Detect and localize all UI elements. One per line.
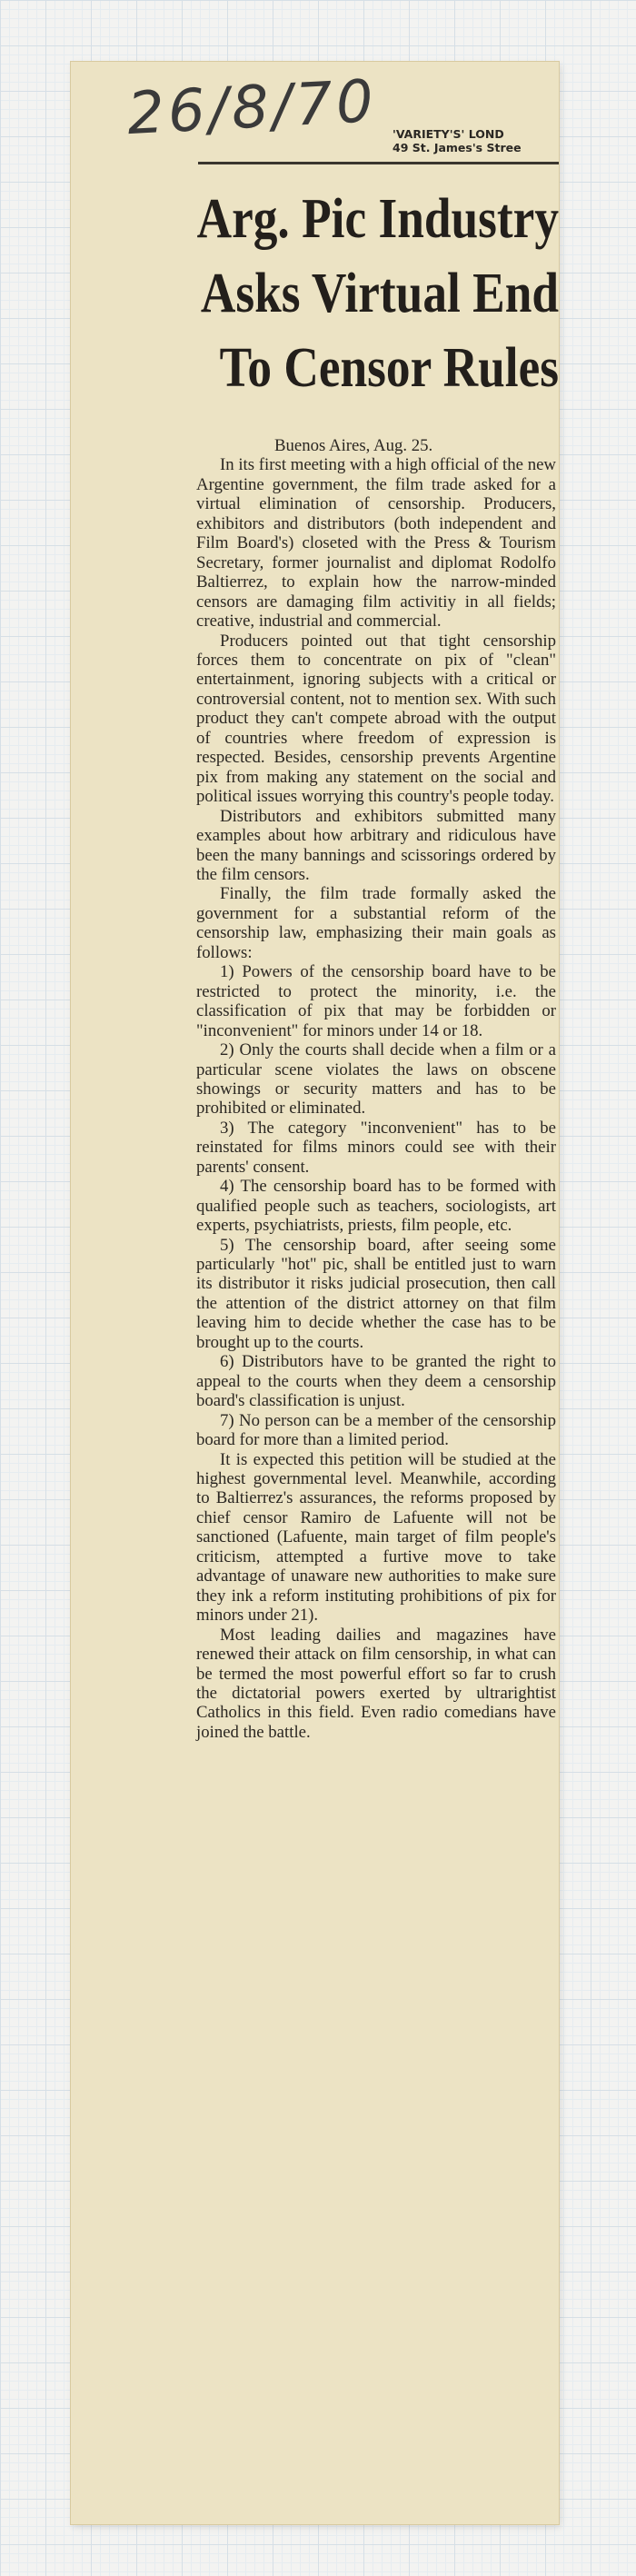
headline (109, 182, 559, 405)
demand-item-3: 3) The category "inconvenient" has to be reinstated for films minors could see with their parents' consent. (196, 1118, 556, 1177)
demand-item-6: 6) Distributors have to be granted the right to appeal to the courts when they deem a censorship board's classification is unjust. (196, 1352, 556, 1411)
article-body (196, 436, 556, 1742)
source-stamp (393, 127, 558, 154)
source-line-publication: 'VARIETY'S' LOND (393, 127, 504, 141)
article-paragraph: Finally, the film trade formally asked the government for a substantial reform of the censorship law, emphasizing their main goals as follows: (196, 884, 556, 962)
article-paragraph: It is expected this petition will be studied at the highest governmental level. Meanwhile, according to Baltierrez's assurances, the reforms proposed by chief censor Ramiro de Lafuente will not be sanctioned (Lafuente, main target of film people's criticism, attempted a furtive move to take advantage of unaware new authorities to make sure they ink a reform instituting prohibitions of pix for minors under 21). (196, 1449, 556, 1626)
article-paragraph: Most leading dailies and magazines have renewed their attack on film censorship, in what can be termed the most powerful effort so far to crush the dictatorial powers exerted by ultrarightist Catholics in this field. Even radio comedians have joined the battle. (196, 1625, 556, 1742)
demand-item-1: 1) Powers of the censorship board have to be restricted to protect the minority, i.e. the classification of pix that may be forbidden or "inconvenient" for minors under 14 or 18. (196, 962, 556, 1040)
header-rule (198, 162, 559, 164)
demand-item-2: 2) Only the courts shall decide when a film or a particular scene violates the laws on obscene showings or security matters and has to be prohibited or eliminated. (196, 1040, 556, 1119)
demand-item-5: 5) The censorship board, after seeing some particularly "hot" pic, shall be entitled just to warn its distributor it risks judicial prosecution, then call the attention of the district attorney on that film leaving him to decide whether the case has to be brought up to the courts. (196, 1235, 556, 1352)
handwritten-date: 26/8/70 (125, 67, 379, 149)
demand-item-4: 4) The censorship board has to be formed with qualified people such as teachers, sociologists, art experts, psychiatrists, priests, film people, etc. (196, 1177, 556, 1236)
article-paragraph: Distributors and exhibitors submitted many examples about how arbitrary and ridiculous have been the many bannings and scissorings ordered by the film censors. (196, 806, 556, 884)
article-paragraph: Producers pointed out that tight censorship forces them to concentrate on pix of "clean" entertainment, ignoring subjects with a critical or controversial content, not to mention sex. With such product they can't compete abroad with the output of countries where freedom of expression is respected. Besides, censorship prevents Argentine pix from making any statement on the social and political issues worrying this country's people today. (196, 631, 556, 807)
dateline: Buenos Aires, Aug. 25. (274, 436, 433, 455)
source-line-address: 49 St. James's Stree (393, 141, 522, 154)
headline-line-2: Asks Virtual End (200, 263, 559, 324)
headline-line-1: Arg. Pic Industry (196, 188, 559, 250)
demand-item-7: 7) No person can be a member of the censorship board for more than a limited period. (196, 1410, 556, 1450)
article-paragraph: In its first meeting with a high official of the new Argentine government, the film trade asked for a virtual elimination of censorship. Producers, exhibitors and distributors (both independent and Film Board's) closeted with the Press & Tourism Secretary, former journalist and diplomat Rodolfo Baltierrez, to explain how the narrow-minded censors are damaging film activitiy in all fields; creative, industrial and commercial. (196, 455, 556, 632)
headline-line-3: To Censor Rules (219, 337, 559, 399)
